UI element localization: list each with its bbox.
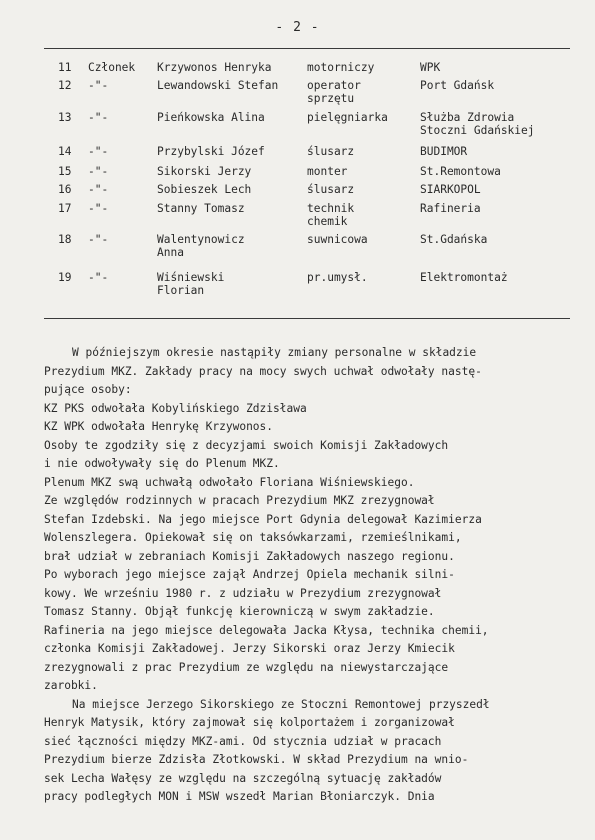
body-line: sieć łączności między MKZ-ami. Od stycznia udział w pracach bbox=[44, 734, 442, 748]
member-workplace: St.Remontowa bbox=[420, 165, 501, 178]
body-line: Ze względów rodzinnych w pracach Prezydium MKZ zrezygnował bbox=[44, 494, 435, 507]
member-name: Przybylski Józef bbox=[157, 145, 265, 158]
member-role: -"- bbox=[88, 79, 109, 92]
member-number: 19 bbox=[58, 271, 72, 284]
member-name: Lewandowski Stefan bbox=[157, 79, 279, 92]
member-occupation: pr.umysł. bbox=[307, 271, 368, 284]
member-occupation: ślusarz bbox=[307, 145, 355, 158]
member-number: 16 bbox=[58, 183, 72, 196]
member-number: 13 bbox=[58, 111, 72, 124]
body-line: Osoby te zgodziły się z decyzjami swoich Komisji Zakładowych bbox=[44, 438, 449, 452]
member-occupation: monter bbox=[307, 165, 348, 178]
body-line: i nie odwoływały się do Plenum MKZ. bbox=[44, 457, 280, 470]
member-number: 11 bbox=[58, 61, 72, 74]
member-name: Walentynowicz Anna bbox=[157, 233, 245, 259]
member-occupation: pielęgniarka bbox=[307, 111, 388, 124]
member-workplace: SIARKOPOL bbox=[420, 183, 481, 196]
body-line: Rafineria na jego miejsce delegowała Jacka Kłysa, technika chemii, bbox=[44, 623, 489, 637]
member-occupation: suwnicowa bbox=[307, 233, 368, 246]
body-line: członka Komisji Zakładowej. Jerzy Sikorski oraz Jerzy Kmiecik bbox=[44, 642, 455, 655]
member-workplace: Służba Zdrowia Stoczni Gdańskiej bbox=[420, 111, 535, 137]
member-role: -"- bbox=[88, 233, 109, 246]
member-name: Wiśniewski Florian bbox=[157, 271, 225, 297]
body-line: Na miejsce Jerzego Sikorskiego ze Stoczni Remontowej przyszedł bbox=[72, 697, 490, 711]
member-name: Sobieszek Lech bbox=[157, 183, 252, 196]
body-line: W późniejszym okresie nastąpiły zmiany personalne w składzie bbox=[72, 346, 477, 359]
body-line: Prezydium MKZ. Zakłady pracy na mocy swych uchwał odwołały nastę- bbox=[44, 364, 482, 378]
page-number: - 2 - bbox=[275, 20, 320, 35]
member-number: 14 bbox=[58, 145, 72, 158]
member-name: Krzywonos Henryka bbox=[157, 61, 272, 74]
member-number: 18 bbox=[58, 233, 72, 246]
body-line: KZ WPK odwołała Henrykę Krzywonos. bbox=[44, 420, 274, 433]
member-number: 17 bbox=[58, 202, 72, 215]
body-line: Stefan Izdebski. Na jego miejsce Port Gdynia delegował Kazimierza bbox=[44, 512, 482, 526]
body-line: sek Lecha Wałęsy ze względu na szczególną sytuację zakładów bbox=[44, 771, 442, 785]
body-line: pracy podległych MON i MSW wszedł Marian Błoniarczyk. Dnia bbox=[44, 790, 435, 803]
member-workplace: Elektromontaż bbox=[420, 271, 508, 284]
body-line: Henryk Matysik, który zajmował się kolportażem i zorganizował bbox=[44, 716, 455, 729]
member-role: Członek bbox=[88, 61, 136, 74]
member-name: Stanny Tomasz bbox=[157, 202, 245, 215]
member-workplace: BUDIMOR bbox=[420, 145, 468, 158]
member-occupation: technik chemik bbox=[307, 202, 355, 228]
member-workplace: Port Gdańsk bbox=[420, 79, 495, 92]
body-line: Tomasz Stanny. Objął funkcję kierowniczą w swym zakładzie. bbox=[44, 605, 435, 618]
member-role: -"- bbox=[88, 271, 109, 284]
member-workplace: Rafineria bbox=[420, 202, 481, 215]
member-workplace: WPK bbox=[420, 61, 441, 74]
member-role: -"- bbox=[88, 165, 109, 178]
body-line: KZ PKS odwołała Kobylińskiego Zdzisława bbox=[44, 401, 307, 415]
body-line: brał udział w zebraniach Komisji Zakładowych naszego regionu. bbox=[44, 549, 455, 563]
top-rule bbox=[44, 48, 570, 49]
member-workplace: St.Gdańska bbox=[420, 233, 488, 246]
body-line: Prezydium bierze Zdzisła Złotkowski. W skład Prezydium na wnio- bbox=[44, 753, 469, 766]
member-name: Sikorski Jerzy bbox=[157, 165, 252, 178]
member-number: 12 bbox=[58, 79, 72, 92]
body-line: Wolenszlegera. Opiekował się on taksówkarzami, rzemieślnikami, bbox=[44, 531, 462, 544]
member-role: -"- bbox=[88, 111, 109, 124]
member-number: 15 bbox=[58, 165, 72, 178]
member-occupation: motorniczy bbox=[307, 61, 375, 74]
bottom-rule bbox=[44, 318, 570, 319]
member-role: -"- bbox=[88, 145, 109, 158]
body-line: zrezygnowali z prac Prezydium ze względu na niewystarczające bbox=[44, 660, 449, 674]
body-line: pujące osoby: bbox=[44, 383, 132, 396]
member-name: Pieńkowska Alina bbox=[157, 111, 265, 124]
member-role: -"- bbox=[88, 183, 109, 196]
body-line: zarobki. bbox=[44, 679, 98, 692]
body-line: Plenum MKZ swą uchwałą odwołało Floriana Wiśniewskiego. bbox=[44, 475, 415, 489]
body-line: Po wyborach jego miejsce zajął Andrzej Opiela mechanik silni- bbox=[44, 568, 455, 581]
member-occupation: operator sprzętu bbox=[307, 79, 361, 105]
member-occupation: ślusarz bbox=[307, 183, 355, 196]
body-text bbox=[44, 344, 564, 807]
member-role: -"- bbox=[88, 202, 109, 215]
body-line: kowy. We wrześniu 1980 r. z udziału w Prezydium zrezygnował bbox=[44, 586, 442, 600]
